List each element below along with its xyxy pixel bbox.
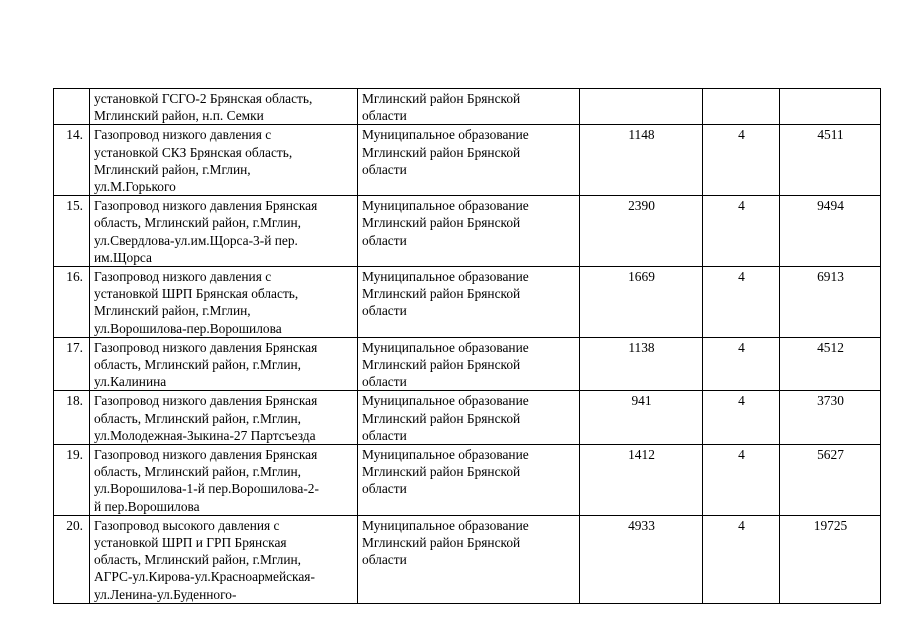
table-row <box>54 391 881 445</box>
row-number: 17. <box>54 337 90 391</box>
length: 1412 <box>580 445 703 516</box>
value: 19725 <box>780 515 881 603</box>
row-number: 16. <box>54 267 90 338</box>
table-row <box>54 515 881 603</box>
table-row <box>54 445 881 516</box>
diameter: 4 <box>703 267 780 338</box>
value: 3730 <box>780 391 881 445</box>
length: 941 <box>580 391 703 445</box>
value: 5627 <box>780 445 881 516</box>
object-name: установкой ГСГО-2 Брянская область, Мглинский район, н.п. Семки <box>90 89 358 125</box>
diameter <box>703 89 780 125</box>
row-number <box>54 89 90 125</box>
value <box>780 89 881 125</box>
length: 1669 <box>580 267 703 338</box>
table-row <box>54 196 881 267</box>
diameter: 4 <box>703 515 780 603</box>
object-name: Газопровод низкого давления с установкой СКЗ Брянская область, Мглинский район, г.Мглин, ул.М.Горького <box>90 125 358 196</box>
value: 4512 <box>780 337 881 391</box>
object-name: Газопровод высокого давления с установкой ШРП и ГРП Брянская область, Мглинский район, г.Мглин, АГРС-ул.Кирова-ул.Красноармейская- ул.Ленина-ул.Буденного- <box>90 515 358 603</box>
owner: Муниципальное образование Мглинский район Брянской области <box>358 391 580 445</box>
owner: Муниципальное образование Мглинский район Брянской области <box>358 125 580 196</box>
owner: Муниципальное образование Мглинский район Брянской области <box>358 337 580 391</box>
table-row <box>54 125 881 196</box>
length: 1138 <box>580 337 703 391</box>
row-number: 19. <box>54 445 90 516</box>
table-row <box>54 89 881 125</box>
length: 1148 <box>580 125 703 196</box>
object-name: Газопровод низкого давления Брянская область, Мглинский район, г.Мглин, ул.Ворошилова-1-й пер.Ворошилова-2- й пер.Ворошилова <box>90 445 358 516</box>
object-name: Газопровод низкого давления Брянская область, Мглинский район, г.Мглин, ул.Свердлова-ул.им.Щорса-3-й пер. им.Щорса <box>90 196 358 267</box>
diameter: 4 <box>703 196 780 267</box>
diameter: 4 <box>703 125 780 196</box>
value: 9494 <box>780 196 881 267</box>
diameter: 4 <box>703 337 780 391</box>
length: 4933 <box>580 515 703 603</box>
diameter: 4 <box>703 391 780 445</box>
owner: Мглинский район Брянской области <box>358 89 580 125</box>
value: 4511 <box>780 125 881 196</box>
row-number: 20. <box>54 515 90 603</box>
length <box>580 89 703 125</box>
owner: Муниципальное образование Мглинский район Брянской области <box>358 196 580 267</box>
value: 6913 <box>780 267 881 338</box>
diameter: 4 <box>703 445 780 516</box>
owner: Муниципальное образование Мглинский район Брянской области <box>358 445 580 516</box>
object-name: Газопровод низкого давления Брянская область, Мглинский район, г.Мглин, ул.Калинина <box>90 337 358 391</box>
row-number: 15. <box>54 196 90 267</box>
gas-pipeline-table <box>53 88 881 604</box>
owner: Муниципальное образование Мглинский район Брянской области <box>358 515 580 603</box>
length: 2390 <box>580 196 703 267</box>
table-row <box>54 267 881 338</box>
owner: Муниципальное образование Мглинский район Брянской области <box>358 267 580 338</box>
row-number: 18. <box>54 391 90 445</box>
object-name: Газопровод низкого давления Брянская область, Мглинский район, г.Мглин, ул.Молодежная-Зыкина-27 Партсъезда <box>90 391 358 445</box>
object-name: Газопровод низкого давления с установкой ШРП Брянская область, Мглинский район, г.Мглин, ул.Ворошилова-пер.Ворошилова <box>90 267 358 338</box>
table-row <box>54 337 881 391</box>
row-number: 14. <box>54 125 90 196</box>
